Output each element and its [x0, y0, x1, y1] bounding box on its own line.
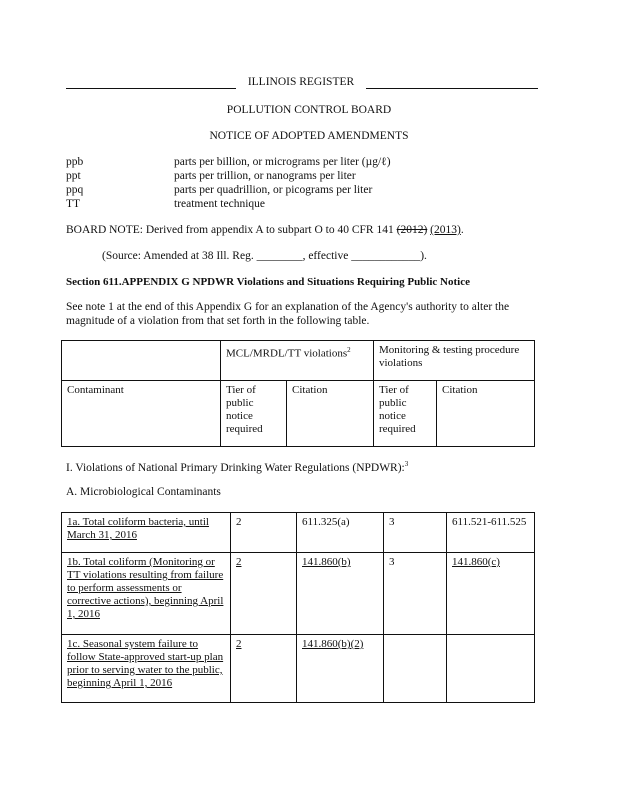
contaminant-cell: 1c. Seasonal system failure to follow State-approved start-up plan prior to serving water to the public, beginning April 1, 2016 — [62, 635, 231, 703]
section-A-heading: A. Microbiological Contaminants — [66, 486, 221, 498]
source-note: (Source: Amended at 38 Ill. Reg. ________, effective ____________). — [102, 250, 427, 262]
abbreviation-meaning: parts per billion, or micrograms per liter (µg/ℓ) — [174, 156, 391, 168]
citation-cell: 141.860(b) — [297, 553, 384, 635]
citation-cell: 141.860(c) — [447, 553, 535, 635]
notice-title: NOTICE OF ADOPTED AMENDMENTS — [209, 130, 409, 142]
citation-label: Citation — [287, 381, 374, 447]
header-rule-left — [66, 88, 236, 89]
monitoring-heading: Monitoring & testing procedure violations — [374, 341, 535, 381]
tier-cell: 2 — [231, 553, 297, 635]
abbreviation-meaning: parts per trillion, or nanograms per liter — [174, 170, 356, 182]
tier-label: Tier of public notice required — [221, 381, 287, 447]
board-note-text: BOARD NOTE: Derived from appendix A to subpart O to 40 CFR 141 — [66, 224, 397, 236]
mcl-heading: MCL/MRDL/TT violations$^2$ — [221, 341, 374, 381]
header-table — [61, 340, 535, 447]
intro-paragraph: See note 1 at the end of this Appendix G for an explanation of the Agency's authority to alter the magnitude of a violation from that set forth in the following table. — [66, 301, 510, 327]
board-note-period: . — [460, 224, 464, 236]
register-title: ILLINOIS REGISTER — [247, 76, 355, 88]
section-title: Section 611.APPENDIX G NPDWR Violations and Situations Requiring Public Notice — [66, 276, 470, 288]
citation-label: Citation — [437, 381, 535, 447]
abbreviation: TT — [66, 198, 81, 210]
tier-cell: 3 — [384, 553, 447, 635]
abbreviation-meaning: treatment technique — [174, 198, 266, 210]
contaminant-cell: 1b. Total coliform (Monitoring or TT violations resulting from failure to perform assessments or corrective actions), beginning April 1, 2016 — [62, 553, 231, 635]
board-title: POLLUTION CONTROL BOARD — [226, 104, 392, 116]
board-note — [66, 224, 464, 236]
tier-cell: 3 — [384, 513, 447, 553]
tier-cell: 2 — [231, 635, 297, 703]
abbreviation: ppt — [66, 170, 81, 182]
table-row — [62, 513, 535, 553]
tier-label: Tier of public notice required — [374, 381, 437, 447]
contaminant-table — [61, 512, 535, 703]
abbreviation: ppq — [66, 184, 84, 196]
header-rule-right — [366, 88, 538, 89]
contaminant-label: Contaminant — [62, 381, 221, 447]
board-note-struck-year: (2012) — [396, 224, 428, 236]
citation-cell: 611.325(a) — [297, 513, 384, 553]
tier-cell: 2 — [231, 513, 297, 553]
board-note-inserted-year: (2013) — [430, 224, 461, 236]
citation-cell: 611.521-611.525 — [447, 513, 535, 553]
table-row — [62, 553, 535, 635]
abbreviation: ppb — [66, 156, 84, 168]
citation-cell: 141.860(b)(2) — [297, 635, 384, 703]
abbreviation-meaning: parts per quadrillion, or picograms per liter — [174, 184, 373, 196]
table-row — [62, 635, 535, 703]
empty-header-cell — [62, 341, 221, 381]
citation-cell — [447, 635, 535, 703]
section-I-heading: I. Violations of National Primary Drinking Water Regulations (NPDWR):$^3$ — [66, 460, 409, 474]
contaminant-cell: 1a. Total coliform bacteria, until March 31, 2016 — [62, 513, 231, 553]
tier-cell — [384, 635, 447, 703]
